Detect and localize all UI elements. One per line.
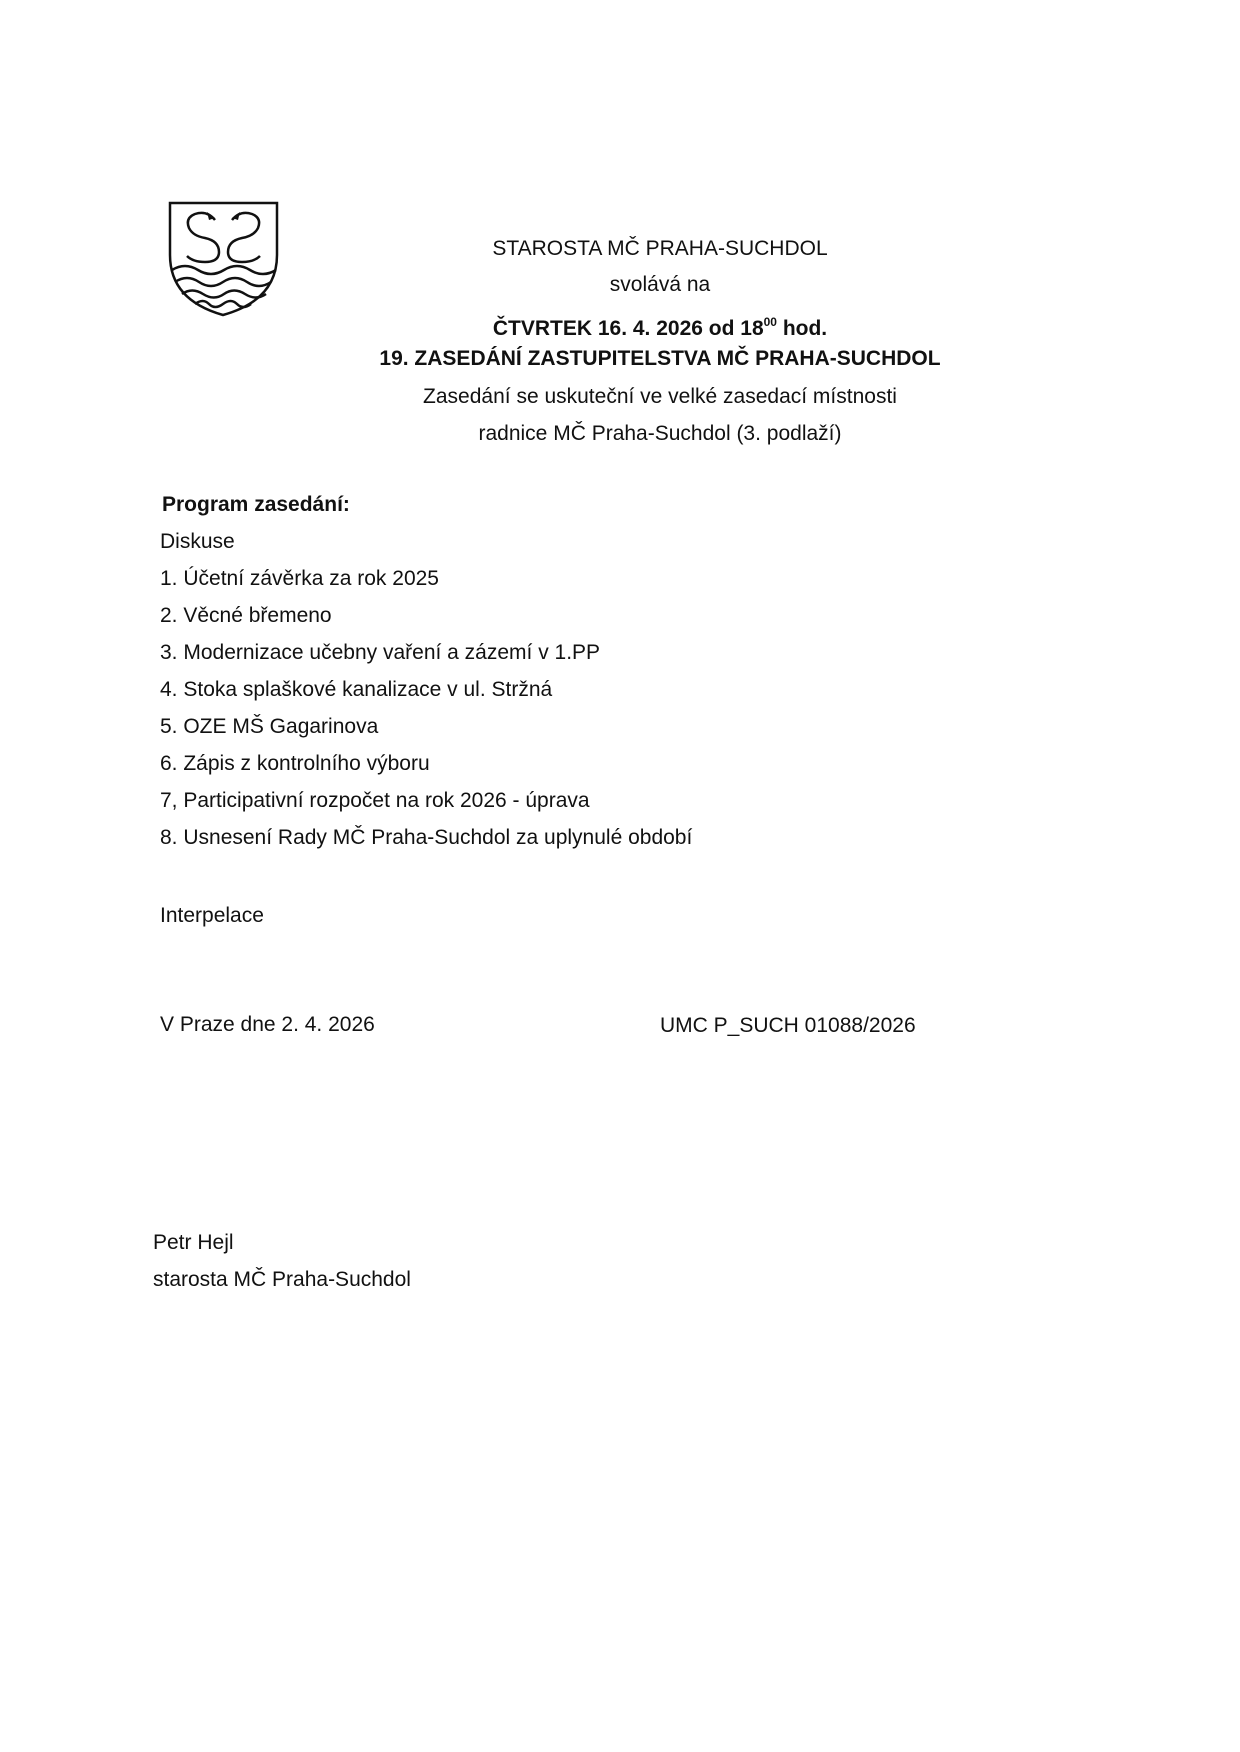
program-intro: Diskuse: [160, 530, 235, 553]
meeting-date-tail: hod.: [776, 317, 828, 340]
reference-number: UMC P_SUCH 01088/2026: [660, 1014, 916, 1037]
program-item: 4. Stoka splaškové kanalizace v ul. Stržná: [160, 678, 553, 701]
header-convenes: svolává na: [609, 273, 711, 296]
program-item: 3. Modernizace učebny vaření a zázemí v 1.PP: [160, 641, 601, 664]
venue-line-2: radnice MČ Praha-Suchdol (3. podlaží): [478, 422, 842, 445]
program-closing: Interpelace: [160, 904, 264, 927]
meeting-date: [300, 309, 1020, 342]
header-issuer: STAROSTA MČ PRAHA-SUCHDOL: [492, 237, 828, 260]
program-title: Program zasedání:: [162, 493, 350, 516]
program-item: 8. Usnesení Rady MČ Praha-Suchdol za uplynulé období: [160, 826, 693, 849]
place-and-date: V Praze dne 2. 4. 2026: [160, 1013, 375, 1036]
meeting-title: 19. ZASEDÁNÍ ZASTUPITELSTVA MČ PRAHA-SUCHDOL: [379, 347, 941, 370]
venue-line-1: Zasedání se uskuteční ve velké zasedací místnosti: [423, 385, 897, 408]
signer-title: starosta MČ Praha-Suchdol: [153, 1268, 411, 1291]
program-item: 7, Participativní rozpočet na rok 2026 - úprava: [160, 789, 590, 812]
program-item: 5. OZE MŠ Gagarinova: [160, 715, 379, 738]
program-item: 1. Účetní závěrka za rok 2025: [160, 567, 439, 590]
meeting-date-main: ČTVRTEK 16. 4. 2026 od 18: [492, 317, 764, 340]
program-item: 6. Zápis z kontrolního výboru: [160, 752, 430, 775]
signer-name: Petr Hejl: [153, 1231, 234, 1254]
coat-of-arms-logo: [167, 200, 280, 318]
program-item: 2. Věcné břemeno: [160, 604, 332, 627]
meeting-time-minutes: 00: [763, 315, 777, 329]
